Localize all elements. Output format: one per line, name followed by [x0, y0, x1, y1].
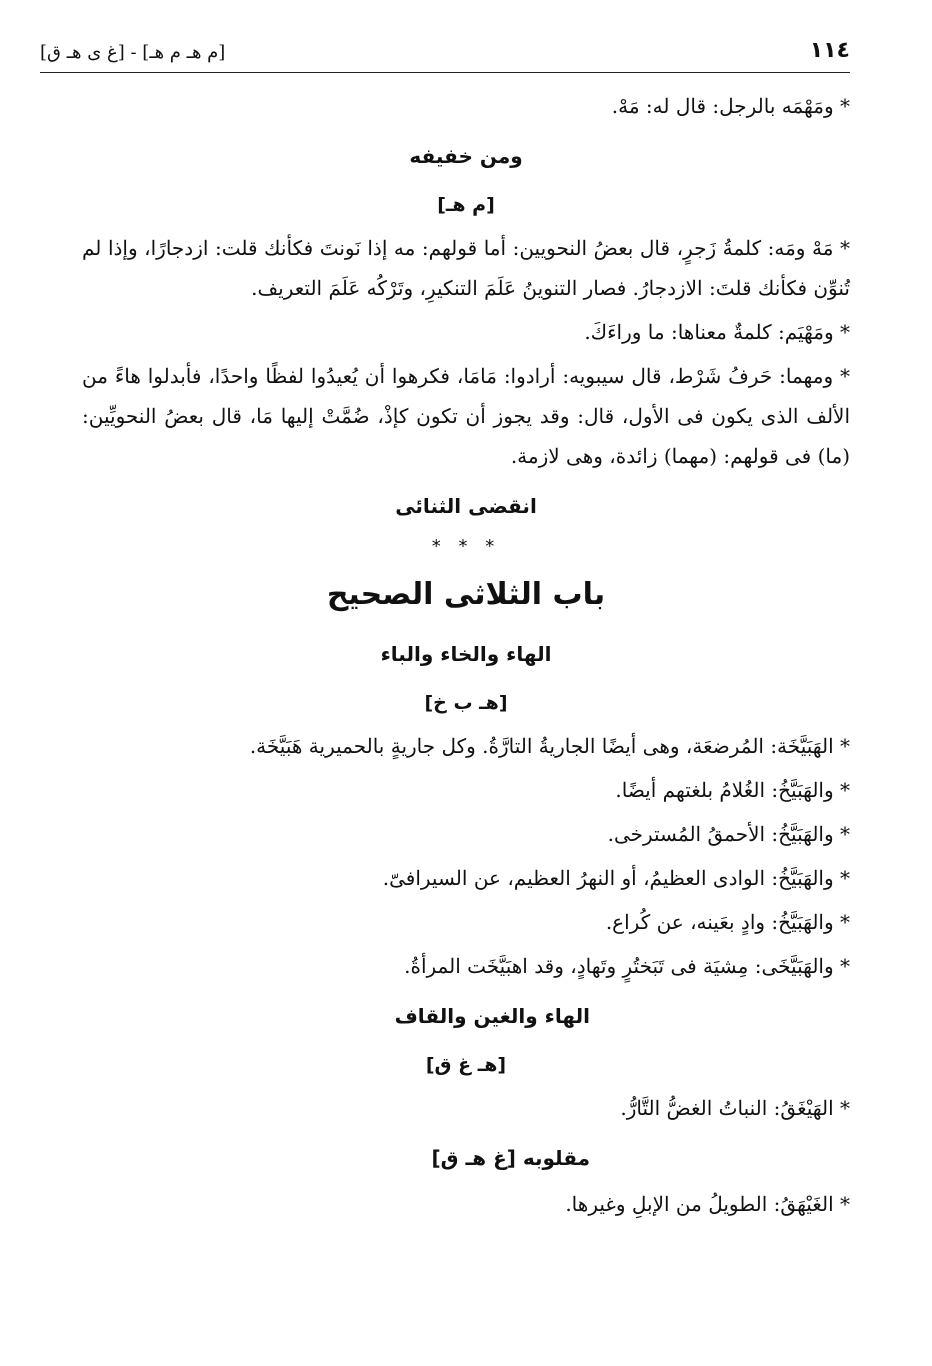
entry-paragraph: * ومَهْيَم: كلمةٌ معناها: ما وراءَكَ.: [584, 320, 850, 344]
page-body: [82, 86, 850, 1228]
section-heading: الهاء والغين والقاف: [394, 1004, 590, 1028]
chapter-heading: باب الثلاثى الصحيح: [326, 577, 606, 612]
root-heading: [هـ ب خ]: [424, 692, 508, 714]
page-number: ١١٤: [809, 38, 850, 63]
section-heading: الهاء والخاء والباء: [380, 642, 552, 666]
entry-paragraph: * والهَبَيَّخُ: الغُلامُ بلغتهم أيضًا.: [615, 778, 850, 802]
section-heading: مقلوبه [غ هـ ق]: [431, 1146, 590, 1170]
header-roots: [م هـ م هـ] - [غ ى هـ ق]: [40, 42, 226, 63]
entry-paragraph: * الغَيْهَقُ: الطويلُ من الإبلِ وغيرها.: [565, 1192, 850, 1216]
entry-paragraph: * والهَبَيَّخُ: وادٍ بعَينه، عن كُراع.: [605, 910, 850, 934]
entry-paragraph: * والهَبَيَّخُ: الأحمقُ المُسترخى.: [607, 822, 850, 846]
running-head: [40, 38, 850, 73]
section-heading: انقضى الثنائى: [395, 494, 537, 518]
entry-paragraph: * الهَيْغَقُ: النباتُ الغضُّ التَّارُّ.: [620, 1096, 850, 1120]
root-heading: [هـ غ ق]: [425, 1054, 507, 1076]
section-divider: * * *: [431, 536, 501, 557]
entry-paragraph: * ومَهْمَه بالرجل: قال له: مَهْ.: [611, 94, 850, 118]
entry-paragraph: * ومهما: حَرفُ شَرْط، قال سيبويه: أرادوا: مَامَا، فكرهوا أن يُعيدُوا لفظًا واحدًا، فأبدلوا هاءً من الألف الذى يكون فى الأول، قال: وقد يجوز أن تكون كإذْ، ضُمَّتْ إليها مَا، قال بعضُ النحويِّين: (ما) فى قولهم: (مهما) زائدة، وهى لازمة.: [82, 364, 850, 468]
entry-paragraph: * والهَبَيَّخُ: الوادى العظيمُ، أو النهرُ العظيم، عن السيرافىّ.: [382, 866, 850, 890]
entry-paragraph: * مَهْ ومَه: كلمةُ زَجرٍ، قال بعضُ النحويين: أما قولهم: مه إذا نَونتَ فكأنك قلت: ازدجارًا، وإذا لم تُنوِّن فكأنك قلتَ: الازدجارُ. فصار التنوينُ عَلَمَ التنكيرِ، وتَرْكُه عَلَمَ التعريف.: [82, 236, 850, 300]
entry-paragraph: * والهَبَيَّخَى: مِشيَة فى تَبَختُرٍ وتَهادٍ، وقد اهبَيَّخَت المرأةُ.: [404, 954, 850, 978]
entry-paragraph: * الهَبَيَّخَة: المُرضعَة، وهى أيضًا الجاريةُ التارَّةُ. وكل جاريةٍ بالحميرية هَبَيَّخَة.: [249, 734, 850, 758]
root-heading: [م هـ]: [437, 194, 495, 216]
section-heading: ومن خفيفه: [409, 144, 523, 168]
